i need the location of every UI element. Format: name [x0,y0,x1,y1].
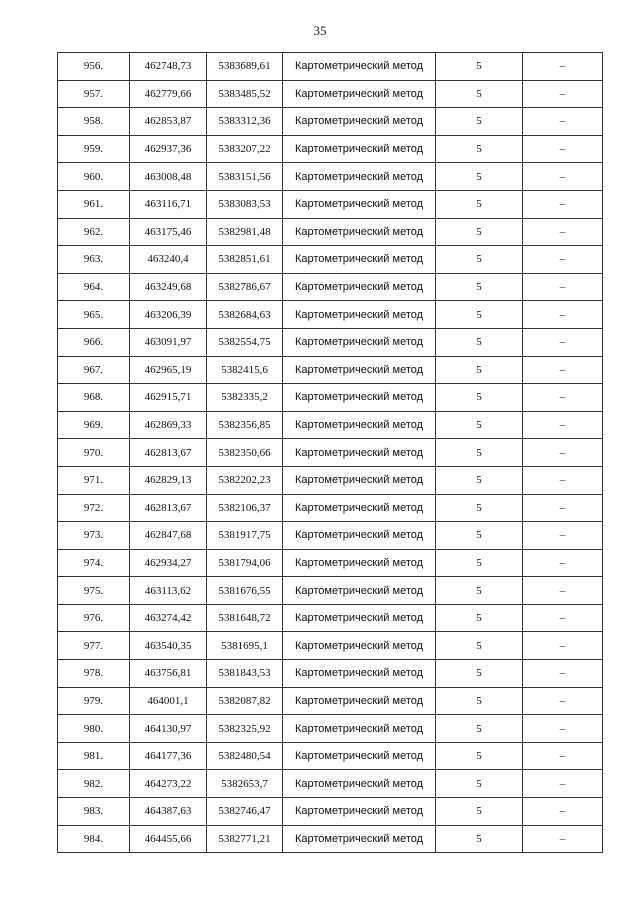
x-coordinate-cell: 462965,19 [130,356,207,384]
method-cell: Картометрический метод [283,273,436,301]
table-row [58,715,603,743]
point-number-cell: 957. [58,80,130,108]
y-coordinate-cell: 5382786,67 [207,273,283,301]
x-coordinate-cell: 463540,35 [130,632,207,660]
note-cell: – [523,687,603,715]
y-coordinate-cell: 5383207,22 [207,135,283,163]
note-cell: – [523,632,603,660]
page-number: 35 [313,23,327,38]
accuracy-cell: 5 [436,108,523,136]
accuracy-cell: 5 [436,798,523,826]
method-cell: Картометрический метод [283,494,436,522]
note-cell: – [523,53,603,81]
note-cell: – [523,135,603,163]
note-cell: – [523,742,603,770]
y-coordinate-cell: 5381648,72 [207,604,283,632]
method-cell: Картометрический метод [283,549,436,577]
table-row [58,770,603,798]
x-coordinate-cell: 462937,36 [130,135,207,163]
table-row [58,577,603,605]
method-cell: Картометрический метод [283,135,436,163]
point-number-cell: 974. [58,549,130,577]
method-cell: Картометрический метод [283,246,436,274]
table-row [58,218,603,246]
accuracy-cell: 5 [436,163,523,191]
point-number-cell: 983. [58,798,130,826]
method-cell: Картометрический метод [283,218,436,246]
accuracy-cell: 5 [436,273,523,301]
accuracy-cell: 5 [436,577,523,605]
accuracy-cell: 5 [436,825,523,853]
accuracy-cell: 5 [436,604,523,632]
accuracy-cell: 5 [436,328,523,356]
table-row [58,660,603,688]
method-cell: Картометрический метод [283,411,436,439]
point-number-cell: 969. [58,411,130,439]
accuracy-cell: 5 [436,384,523,412]
note-cell: – [523,80,603,108]
point-number-cell: 978. [58,660,130,688]
point-number-cell: 961. [58,190,130,218]
x-coordinate-cell: 463240,4 [130,246,207,274]
y-coordinate-cell: 5382350,66 [207,439,283,467]
method-cell: Картометрический метод [283,190,436,218]
accuracy-cell: 5 [436,246,523,274]
point-number-cell: 982. [58,770,130,798]
point-number-cell: 970. [58,439,130,467]
method-cell: Картометрический метод [283,715,436,743]
table-row [58,53,603,81]
note-cell: – [523,439,603,467]
point-number-cell: 965. [58,301,130,329]
x-coordinate-cell: 464455,66 [130,825,207,853]
method-cell: Картометрический метод [283,384,436,412]
table-row [58,522,603,550]
point-number-cell: 959. [58,135,130,163]
y-coordinate-cell: 5382335,2 [207,384,283,412]
table-row [58,604,603,632]
y-coordinate-cell: 5382554,75 [207,328,283,356]
table-row [58,632,603,660]
note-cell: – [523,246,603,274]
point-number-cell: 980. [58,715,130,743]
accuracy-cell: 5 [436,80,523,108]
y-coordinate-cell: 5382325,92 [207,715,283,743]
x-coordinate-cell: 462813,67 [130,439,207,467]
x-coordinate-cell: 464273,22 [130,770,207,798]
accuracy-cell: 5 [436,632,523,660]
y-coordinate-cell: 5382480,54 [207,742,283,770]
note-cell: – [523,577,603,605]
y-coordinate-cell: 5381676,55 [207,577,283,605]
point-number-cell: 979. [58,687,130,715]
method-cell: Картометрический метод [283,825,436,853]
note-cell: – [523,825,603,853]
x-coordinate-cell: 463113,62 [130,577,207,605]
x-coordinate-cell: 462829,13 [130,466,207,494]
table-row [58,439,603,467]
method-cell: Картометрический метод [283,770,436,798]
point-number-cell: 972. [58,494,130,522]
table-row [58,246,603,274]
point-number-cell: 973. [58,522,130,550]
accuracy-cell: 5 [436,439,523,467]
accuracy-cell: 5 [436,522,523,550]
y-coordinate-cell: 5382087,82 [207,687,283,715]
note-cell: – [523,328,603,356]
point-number-cell: 966. [58,328,130,356]
point-number-cell: 958. [58,108,130,136]
coordinates-table [57,52,603,853]
method-cell: Картометрический метод [283,687,436,715]
y-coordinate-cell: 5383151,56 [207,163,283,191]
accuracy-cell: 5 [436,411,523,439]
accuracy-cell: 5 [436,549,523,577]
table-row [58,163,603,191]
y-coordinate-cell: 5382653,7 [207,770,283,798]
point-number-cell: 968. [58,384,130,412]
method-cell: Картометрический метод [283,80,436,108]
y-coordinate-cell: 5382746,47 [207,798,283,826]
table-row [58,301,603,329]
point-number-cell: 963. [58,246,130,274]
table-row [58,798,603,826]
method-cell: Картометрический метод [283,577,436,605]
y-coordinate-cell: 5383689,61 [207,53,283,81]
x-coordinate-cell: 463175,46 [130,218,207,246]
x-coordinate-cell: 462934,27 [130,549,207,577]
method-cell: Картометрический метод [283,632,436,660]
note-cell: – [523,660,603,688]
x-coordinate-cell: 464177,36 [130,742,207,770]
x-coordinate-cell: 462779,66 [130,80,207,108]
accuracy-cell: 5 [436,356,523,384]
y-coordinate-cell: 5382202,23 [207,466,283,494]
note-cell: – [523,108,603,136]
method-cell: Картометрический метод [283,742,436,770]
x-coordinate-cell: 463249,68 [130,273,207,301]
y-coordinate-cell: 5383083,53 [207,190,283,218]
y-coordinate-cell: 5382415,6 [207,356,283,384]
point-number-cell: 981. [58,742,130,770]
y-coordinate-cell: 5383485,52 [207,80,283,108]
x-coordinate-cell: 463008,48 [130,163,207,191]
y-coordinate-cell: 5382771,21 [207,825,283,853]
accuracy-cell: 5 [436,742,523,770]
note-cell: – [523,798,603,826]
x-coordinate-cell: 464130,97 [130,715,207,743]
note-cell: – [523,273,603,301]
point-number-cell: 962. [58,218,130,246]
x-coordinate-cell: 462853,87 [130,108,207,136]
note-cell: – [523,604,603,632]
y-coordinate-cell: 5382684,63 [207,301,283,329]
method-cell: Картометрический метод [283,466,436,494]
x-coordinate-cell: 462847,68 [130,522,207,550]
table-row [58,80,603,108]
method-cell: Картометрический метод [283,522,436,550]
point-number-cell: 964. [58,273,130,301]
x-coordinate-cell: 463116,71 [130,190,207,218]
point-number-cell: 971. [58,466,130,494]
x-coordinate-cell: 463091,97 [130,328,207,356]
coordinates-table-body [58,53,603,853]
note-cell: – [523,715,603,743]
x-coordinate-cell: 462869,33 [130,411,207,439]
table-row [58,549,603,577]
x-coordinate-cell: 462748,73 [130,53,207,81]
point-number-cell: 976. [58,604,130,632]
table-row [58,687,603,715]
table-row [58,466,603,494]
accuracy-cell: 5 [436,494,523,522]
note-cell: – [523,301,603,329]
y-coordinate-cell: 5382851,61 [207,246,283,274]
accuracy-cell: 5 [436,770,523,798]
point-number-cell: 967. [58,356,130,384]
y-coordinate-cell: 5381794,06 [207,549,283,577]
accuracy-cell: 5 [436,466,523,494]
note-cell: – [523,494,603,522]
note-cell: – [523,411,603,439]
accuracy-cell: 5 [436,135,523,163]
note-cell: – [523,356,603,384]
point-number-cell: 984. [58,825,130,853]
method-cell: Картометрический метод [283,439,436,467]
accuracy-cell: 5 [436,687,523,715]
y-coordinate-cell: 5381917,75 [207,522,283,550]
method-cell: Картометрический метод [283,798,436,826]
method-cell: Картометрический метод [283,301,436,329]
note-cell: – [523,770,603,798]
x-coordinate-cell: 463756,81 [130,660,207,688]
x-coordinate-cell: 462813,67 [130,494,207,522]
accuracy-cell: 5 [436,660,523,688]
point-number-cell: 960. [58,163,130,191]
x-coordinate-cell: 464387,63 [130,798,207,826]
accuracy-cell: 5 [436,301,523,329]
y-coordinate-cell: 5381695,1 [207,632,283,660]
y-coordinate-cell: 5381843,53 [207,660,283,688]
method-cell: Картометрический метод [283,163,436,191]
x-coordinate-cell: 462915,71 [130,384,207,412]
table-row [58,273,603,301]
method-cell: Картометрический метод [283,604,436,632]
table-row [58,411,603,439]
table-row [58,742,603,770]
table-row [58,135,603,163]
y-coordinate-cell: 5382981,48 [207,218,283,246]
x-coordinate-cell: 464001,1 [130,687,207,715]
note-cell: – [523,522,603,550]
point-number-cell: 956. [58,53,130,81]
table-row [58,494,603,522]
x-coordinate-cell: 463206,39 [130,301,207,329]
method-cell: Картометрический метод [283,53,436,81]
note-cell: – [523,218,603,246]
note-cell: – [523,163,603,191]
accuracy-cell: 5 [436,218,523,246]
accuracy-cell: 5 [436,53,523,81]
table-row [58,825,603,853]
table-row [58,384,603,412]
method-cell: Картометрический метод [283,356,436,384]
point-number-cell: 977. [58,632,130,660]
note-cell: – [523,466,603,494]
method-cell: Картометрический метод [283,660,436,688]
note-cell: – [523,549,603,577]
y-coordinate-cell: 5382106,37 [207,494,283,522]
method-cell: Картометрический метод [283,328,436,356]
table-row [58,108,603,136]
y-coordinate-cell: 5383312,36 [207,108,283,136]
accuracy-cell: 5 [436,190,523,218]
accuracy-cell: 5 [436,715,523,743]
table-row [58,356,603,384]
y-coordinate-cell: 5382356,85 [207,411,283,439]
note-cell: – [523,384,603,412]
method-cell: Картометрический метод [283,108,436,136]
table-row [58,190,603,218]
table-row [58,328,603,356]
note-cell: – [523,190,603,218]
x-coordinate-cell: 463274,42 [130,604,207,632]
point-number-cell: 975. [58,577,130,605]
